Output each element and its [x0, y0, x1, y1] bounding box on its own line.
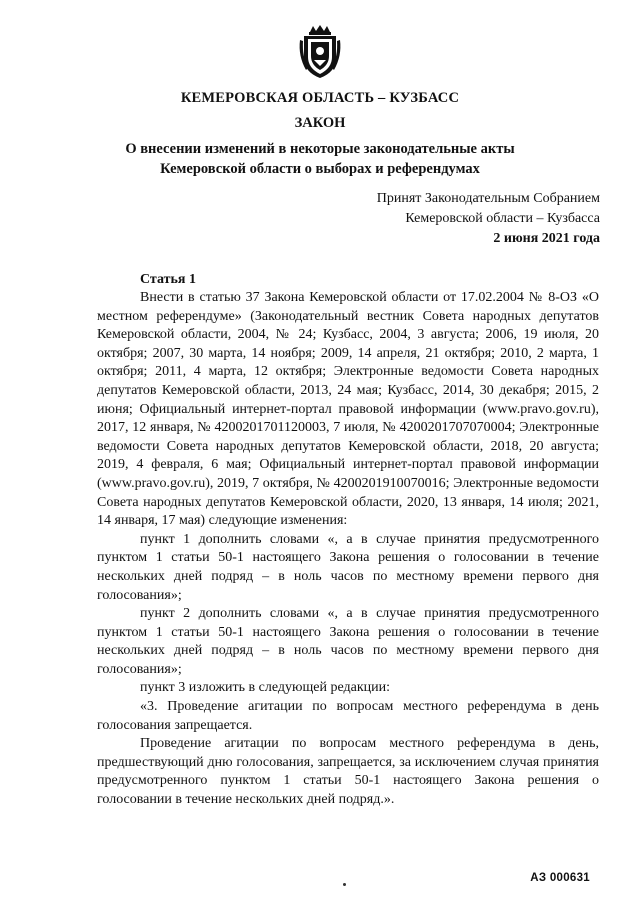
- region-heading: КЕМЕРОВСКАЯ ОБЛАСТЬ – КУЗБАСС: [180, 90, 460, 106]
- article-body: [97, 289, 599, 810]
- adoption-line: Принят Законодательным Собранием: [376, 191, 600, 206]
- paragraph: пункт 3 изложить в следующей редакции:: [140, 680, 390, 696]
- paragraph: Проведение агитации по вопросам местного референдума в день, предшествующий дню голосования, запрещается, за исключением случая принятия предусмотренного пунктом 1 статьи 50-1 настоящего Закона решения о голосовании в течение нескольких дней подряд.».: [97, 736, 599, 808]
- paragraph: пункт 1 дополнить словами «, а в случае принятия предусмотренного пунктом 1 статьи 50-1 настоящего Закона решения о голосовании в течение нескольких дней подряд – в ноль часов по местному времени первого дня голосования»;: [97, 531, 599, 603]
- paragraph: Внести в статью 37 Закона Кемеровской области от 17.02.2004 № 8-ОЗ «О местном референдуме» (Законодательный вестник Совета народных депутатов Кемеровской области, 2004, № 24; Кузбасс, 2004, 3 августа; 2006, 19 июля, 20 октября; 2007, 30 марта, 14 ноября; 2009, 14 апреля, 21 октября; 2010, 2 марта, 1 октября; 2011, 4 марта, 12 октября; Электронные ведомости Совета народных депутатов Кемеровской области, 2013, 24 мая; Кузбасс, 2014, 30 декабря; 2015, 2 июня; Официальный интернет-портал правовой информации (www.pravo.gov.ru), 2017, 12 января, № 4200201701120003, 7 июля, № 4200201707070004; Электронные ведомости Совета народных депутатов Кемеровской области, 2018, 20 августа; 2019, 4 февраля, 6 мая; Официальный интернет-портал правовой информации (www.pravo.gov.ru), 2019, 7 октября, № 4200201910070016; Электронные ведомости Совета народных депутатов Кемеровской области, 2020, 13 января, 14 июля; 2021, 14 января, 17 мая) следующие изменения:: [97, 290, 599, 529]
- document-type: ЗАКОН: [294, 115, 346, 131]
- law-title: [0, 139, 640, 179]
- paragraph: «3. Проведение агитации по вопросам местного референдума в день голосования запрещается.: [97, 699, 599, 733]
- adoption-line: Кемеровской области – Кузбасса: [405, 211, 600, 226]
- adoption-block: [377, 189, 600, 249]
- form-serial-number: АЗ 000631: [530, 872, 590, 884]
- scan-speck: [343, 883, 346, 886]
- adoption-date: 2 июня 2021 года: [493, 231, 600, 246]
- coat-of-arms-icon: [298, 24, 342, 80]
- paragraph: пункт 2 дополнить словами «, а в случае принятия предусмотренного пунктом 1 статьи 50-1 настоящего Закона решения о голосовании в течение нескольких дней подряд – в ноль часов по местному времени первого дня голосования»;: [97, 606, 599, 677]
- article-heading: Статья 1: [140, 272, 196, 287]
- law-title-line: Кемеровской области о выборах и референдумах: [160, 161, 480, 177]
- law-title-line: О внесении изменений в некоторые законодательные акты: [125, 141, 515, 157]
